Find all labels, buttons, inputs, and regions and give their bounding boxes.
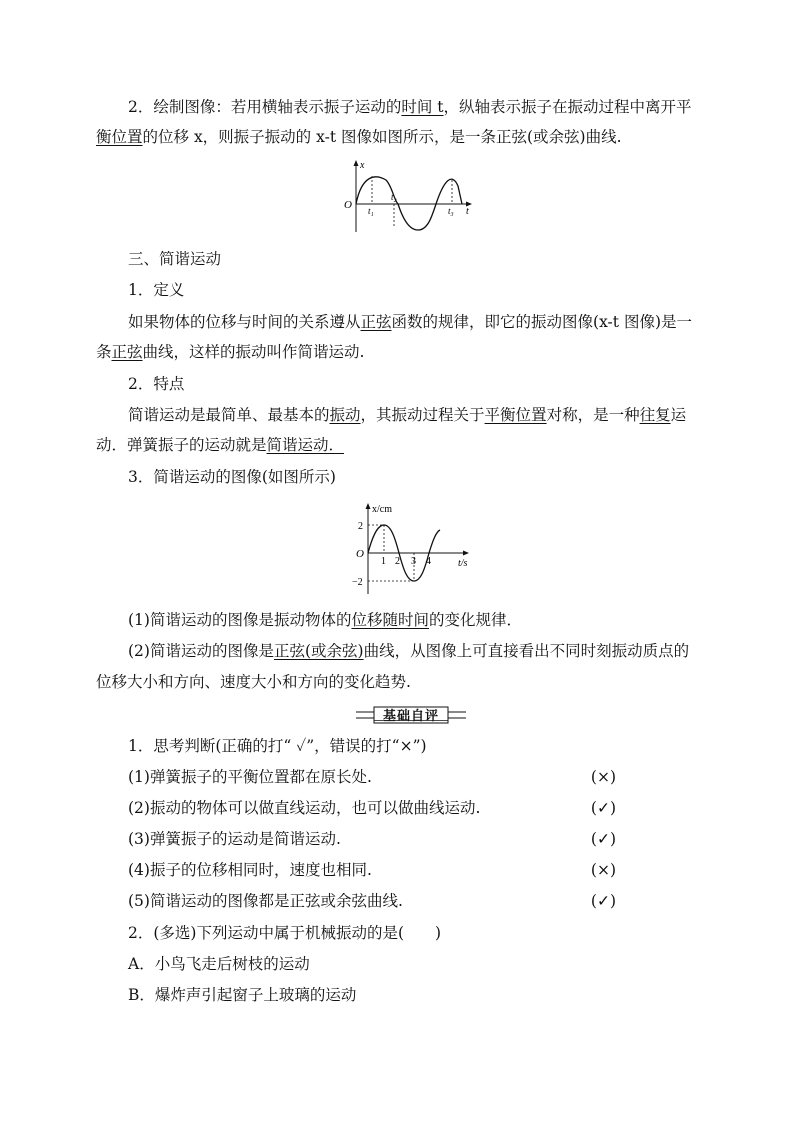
underlined-term: 正弦 — [360, 313, 392, 331]
y-axis-arrow — [366, 503, 371, 509]
graph-point2-line1 — [128, 640, 702, 662]
t-label: t — [466, 206, 469, 217]
text: 2．绘制图像：若用横轴表示振子运动的 — [128, 98, 402, 116]
paragraph-plotting-line2 — [96, 126, 702, 148]
x-label: x — [360, 160, 365, 171]
t3-label: t₃ — [448, 206, 454, 216]
text: 的位移 x，则振子振动的 x-t 图像如图所示，是一条正弦(或余弦)曲线. — [142, 128, 622, 146]
text: 的变化规律． — [428, 611, 522, 629]
q1-title: 1．思考判断(正确的打“ ✓”，错误的打“×”) — [128, 737, 427, 755]
underlined-term: 振动 — [329, 406, 361, 424]
definition-title: 1．定义 — [128, 281, 185, 299]
text: 动．弹簧振子的运动就是 — [96, 436, 267, 454]
q1-item-3-text: (3)弹簧振子的运动是简谐运动. — [128, 830, 341, 848]
shm-graph-figure — [344, 500, 480, 596]
q2-option-b: B．爆炸声引起窗子上玻璃的运动 — [128, 986, 357, 1004]
x-axis-arrow — [463, 551, 469, 556]
features-line2 — [96, 434, 702, 456]
underlined-term: 往复 — [639, 406, 671, 424]
q2-title: 2．(多选)下列运动中属于机械振动的是( ) — [128, 924, 442, 942]
x-axis-label: t/s — [458, 558, 468, 569]
self-assessment-banner — [356, 706, 466, 724]
underlined-term: 简谐运动． — [266, 436, 345, 454]
x-tick-2: 2 — [395, 556, 400, 567]
underlined-term: 正弦 — [111, 343, 143, 361]
text: 对称，是一种 — [546, 406, 640, 424]
q2-option-a: A．小鸟飞走后树枝的运动 — [128, 955, 310, 973]
q1-item-4-mark: (×) — [590, 861, 616, 879]
t1-label: t₁ — [368, 206, 374, 216]
q1-item-3-mark: (✓) — [590, 830, 616, 848]
definition-line2 — [96, 341, 702, 363]
x-tick-1: 1 — [381, 556, 386, 567]
graph-title: 3．简谐运动的图像(如图所示) — [128, 468, 336, 486]
x-tick-3: 3 — [411, 556, 416, 567]
q1-item-1-text: (1)弹簧振子的平衡位置都在原长处. — [128, 768, 372, 786]
origin-label: O — [356, 548, 364, 560]
t2-label: t₂ — [391, 192, 397, 202]
text: ，其振动过程关于 — [360, 406, 485, 424]
text: 简谐运动是最简单、最基本的 — [128, 406, 330, 424]
banner-label: 基础自评 — [382, 709, 439, 724]
underlined-term: 位移随时间 — [351, 611, 429, 629]
definition-line1 — [128, 311, 702, 333]
underlined-term: 正弦(或余弦) — [273, 642, 364, 660]
features-line1 — [128, 404, 702, 426]
text: 条 — [96, 343, 112, 361]
features-title: 2．特点 — [128, 375, 185, 393]
text: (1)简谐运动的图像是振动物体的 — [128, 611, 352, 629]
q1-item-2-mark: (✓) — [590, 799, 616, 817]
underlined-term: 衡位置 — [96, 128, 143, 146]
q1-item-5-text: (5)简谐运动的图像都是正弦或余弦曲线. — [128, 892, 403, 910]
y-axis-arrow — [354, 160, 359, 166]
text: 曲线，从图像上可直接看出不同时刻振动质点的 — [363, 642, 690, 660]
q1-item-2-text: (2)振动的物体可以做直线运动，也可以做曲线运动. — [128, 799, 481, 817]
text: ，纵轴表示振子在振动过程中离开平 — [443, 98, 692, 116]
text: 如果物体的位移与时间的关系遵从 — [128, 313, 361, 331]
text: 曲线，这样的振动叫作简谐运动. — [142, 343, 365, 361]
paragraph-plotting-line1 — [128, 96, 702, 118]
section-title: 三、简谐运动 — [128, 250, 222, 268]
text: 运 — [670, 406, 687, 424]
underlined-term: 时间 t — [401, 98, 444, 116]
graph-point2-line2: 位移大小和方向、速度大小和方向的变化趋势. — [96, 673, 411, 691]
y-tick-neg2: −2 — [352, 577, 363, 588]
y-axis-label: x/cm — [372, 504, 392, 515]
x-tick-4: 4 — [426, 556, 431, 567]
y-tick-2: 2 — [358, 521, 363, 532]
origin-label: O — [344, 199, 352, 211]
xt-sine-figure — [336, 158, 476, 234]
text: 函数的规律，即它的振动图像(x-t 图像)是一 — [391, 313, 692, 331]
text: (2)简谐运动的图像是 — [128, 642, 274, 660]
q1-item-1-mark: (×) — [590, 768, 616, 786]
graph-point1 — [128, 609, 702, 631]
q1-item-5-mark: (✓) — [590, 892, 616, 910]
underlined-term: 平衡位置 — [484, 406, 547, 424]
q1-item-4-text: (4)振子的位移相同时，速度也相同. — [128, 861, 372, 879]
